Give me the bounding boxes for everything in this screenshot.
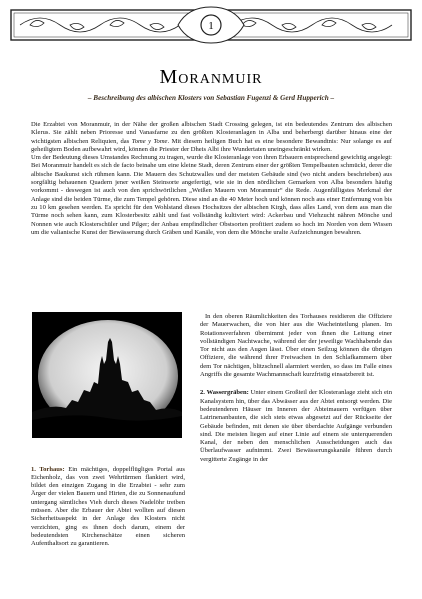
- monastery-silhouette-illustration: [32, 312, 182, 438]
- intro-paragraph-1: Die Erzabtei von Moranmuir, in der Nähe der großen albischen Stadt Crossing gelegen, ist ein bedeutendes Zentrum des albischen Klerus. Sie zählt neben Prioresse und Vanasfarne zu den größten Klosteranlagen in Alba und beherbergt darüber hinaus eine der wichtigsten albischen Reliquien, das Tome y Tome. Mit diesem heiligen Buch hat es eine besondere Bewandtnis: Nur solange es auf geheiligtem Boden aufbewahrt wird, können die Priester der Dheis Albi ihre Wundertaten uneingeschränkt wirken.: [31, 121, 392, 153]
- leaf-ornament-left: [20, 18, 180, 32]
- section-heading-wassergraeben: 2. Wassergräben:: [200, 389, 249, 397]
- torhaus-continuation: In den oberen Räumlichkeiten des Torhauses residieren die Offiziere der Mauerwachen, die von hier aus die Wacheinteilung planen. Im Rotationsverfahren übernimmt jeder von ihnen die Leitung einer vollständigen Nachtwache, während der der jeweilige Wachhabende das Tor nicht aus den Augen lässt. Über einen Seilzug können die übrigen Offiziere, die während ihrer Freiwachen in den Schlafkammern über dem Tor nächtigen, blitzschnell alarmiert werden, so dass im Falle eines Angriffs die gesamte Wachmannschaft kurzfristig einsatzbereit ist.: [200, 313, 392, 379]
- section-wassergraeben: [200, 389, 392, 464]
- page-subtitle: – Beschreibung des albischen Klosters von Sebastian Fugenzi & Gerd Hupperich –: [87, 94, 335, 102]
- section-text-wassergraeben: Unter einem Großteil der Klosteranlage zieht sich ein Kanalsystem hin, über das Abwässer aus der Abtei entsorgt werden. Die bedeutenderen Häuser im Inneren der Abteimauern verfügen über Latrinenanbauten, die sich stets etwas abgesetzt auf der Rückseite der Gebäude befinden, mit denen sie über überdachte Aufgänge verbunden sind. Die meisten liegen auf einer Linie auf einem sie unterquerenden Kanal, der neben den menschlichen Ausscheidungen auch das Überlaufwasser aufnimmt. Zwei Bewässerungskanäle führen durch vergitterte Zugänge in der: [200, 389, 392, 463]
- page-number: 1: [208, 20, 214, 32]
- leaf-ornament-right: [232, 18, 392, 32]
- intro-text: [31, 121, 392, 237]
- intro-paragraph-2: Um der Bedeutung dieses Umstandes Rechnung zu tragen, wurde die Klosteranlage von ihren Erbauern entsprechend gewichtig angelegt: Bei Moranmuir handelt es sich de facto beinahe um eine kleine Stadt, deren Zentrum einer der größten Tempelbauten schmückt, derer die albische Baukunst sich rühmen kann. Die Mauern des Schutzwalles und der meisten Gebäude sind (wo nicht anders beschrieben) aus sorgfältig behauenen Quadern jener weißen Steinsorte angefertigt, wie sie in den nördlichen Gemarken von Alba besonders häufig vorkommt - deswegen ist auch von den sprichwörtlichen „Weißen Mauern von Moranmuir“ die Rede. Augenfälligstes Merkmal der Anlage sind die beiden Türme, die zum Tempel gehören. Diese sind an die 40 Meter hoch und können noch aus einer Entfernung von bis zu 10 km gesehen werden. Es spricht für den Wohlstand dieses Hochsitzes der albischen Kirgh, dass alles Land, von dem aus man die Türme noch sehen kann, zum Klosterbesitz zählt und fast vollständig kultiviert wird: Ackerbau und Viehzucht nähren Mönche und Nonnen wie auch Klosterschüler und Pilger; der Anbau empfindlicher Obstsorten profitiert zudem so hoch im Norden von dem Wissen um die valianische Kunst der Bewässerung durch Gräben und Kanäle, von dem die Mönche uralte Aufzeichnungen bewahren.: [31, 154, 392, 236]
- page-title: Moranmuir: [159, 66, 263, 88]
- right-column: [200, 313, 392, 474]
- section-text-torhaus: Ein mächtiges, doppelflügliges Portal aus Eichenholz, das von zwei Wehrtürmen flankiert wird, bildet den einzigen Zugang in die Erzabtei - sehr zum Ärger der vielen Bauern und Hirten, die zu Sonnenaufund untergang sämtliches Vieh durch dieses Nadelöhr treiben müssen. Aber die Erbauer der Abtei wollten auf diesen Sicherheitsaspekt in der Anlage des Klosters nicht verzichten, ging es ihnen doch darum, einem der bedeutendsten Kirchenschätze einen sicheren Aufenthaltsort zu garantieren.: [31, 465, 185, 548]
- tome-title: Tome y Tome: [131, 137, 168, 145]
- section-torhaus: [31, 459, 185, 555]
- page-number-medallion: [178, 7, 244, 43]
- ornamental-header-border: [10, 4, 412, 59]
- section-heading-torhaus: 1. Torhaus:: [31, 465, 65, 473]
